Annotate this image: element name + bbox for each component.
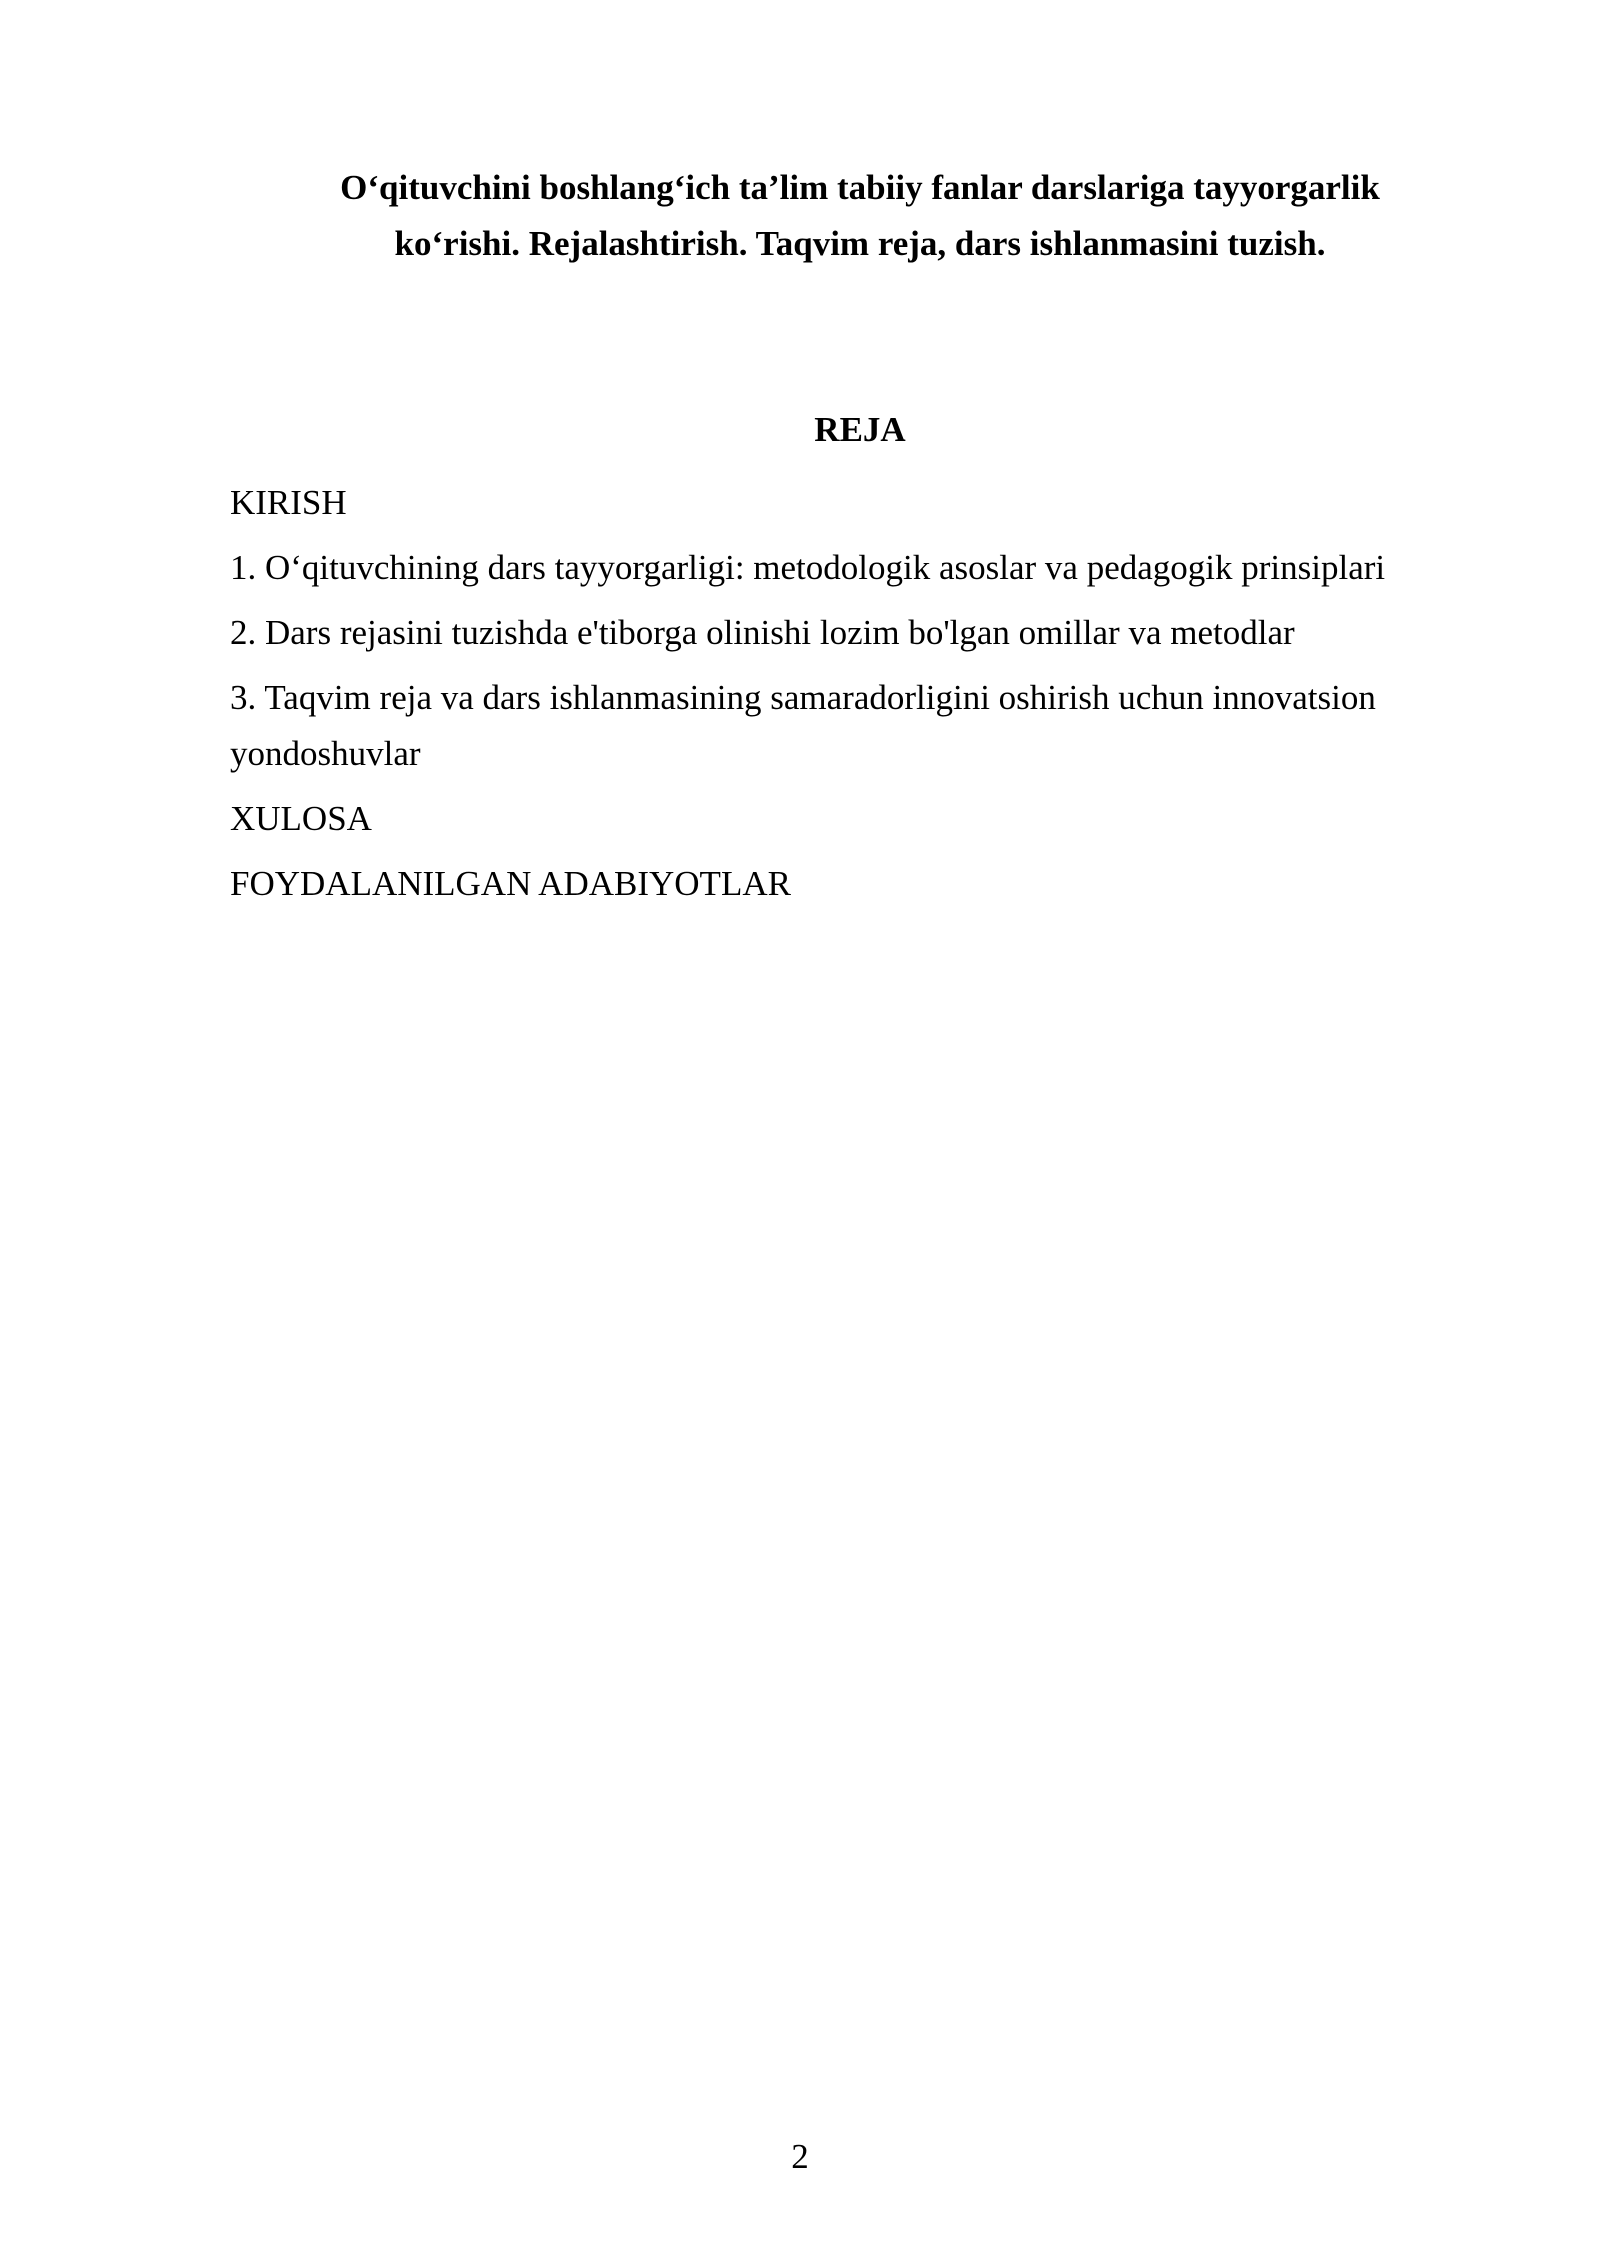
plan-item-conclusion bbox=[230, 791, 1490, 847]
plan-item-1 bbox=[230, 540, 1490, 596]
plan-item-line: 3. Taqvim reja va dars ishlanmasining samaradorligini oshirish uchun innovatsion bbox=[230, 678, 1376, 717]
document-title bbox=[230, 160, 1490, 272]
plan-item-line: XULOSA bbox=[230, 799, 372, 838]
plan-item-line: 1. O‘qituvchining dars tayyorgarligi: metodologik asoslar va pedagogik prinsiplari bbox=[230, 548, 1386, 587]
document-title-line-1: O‘qituvchini boshlang‘ich ta’lim tabiiy fanlar darslariga tayyorgarlik bbox=[340, 168, 1380, 207]
plan-item-line: FOYDALANILGAN ADABIYOTLAR bbox=[230, 864, 791, 903]
document-title-line-2: ko‘rishi. Rejalashtirish. Taqvim reja, dars ishlanmasini tuzish. bbox=[394, 224, 1326, 263]
plan-heading: REJA bbox=[814, 410, 906, 449]
plan-item-line: yondoshuvlar bbox=[230, 734, 421, 773]
page-number: 2 bbox=[791, 2137, 809, 2176]
plan-item-2 bbox=[230, 605, 1490, 661]
plan-list bbox=[230, 475, 1490, 921]
plan-item-references bbox=[230, 856, 1490, 912]
plan-item-3 bbox=[230, 670, 1490, 782]
plan-item-line: KIRISH bbox=[230, 483, 347, 522]
plan-item-line: 2. Dars rejasini tuzishda e'tiborga olinishi lozim bo'lgan omillar va metodlar bbox=[230, 613, 1295, 652]
plan-item-introduction bbox=[230, 475, 1490, 531]
